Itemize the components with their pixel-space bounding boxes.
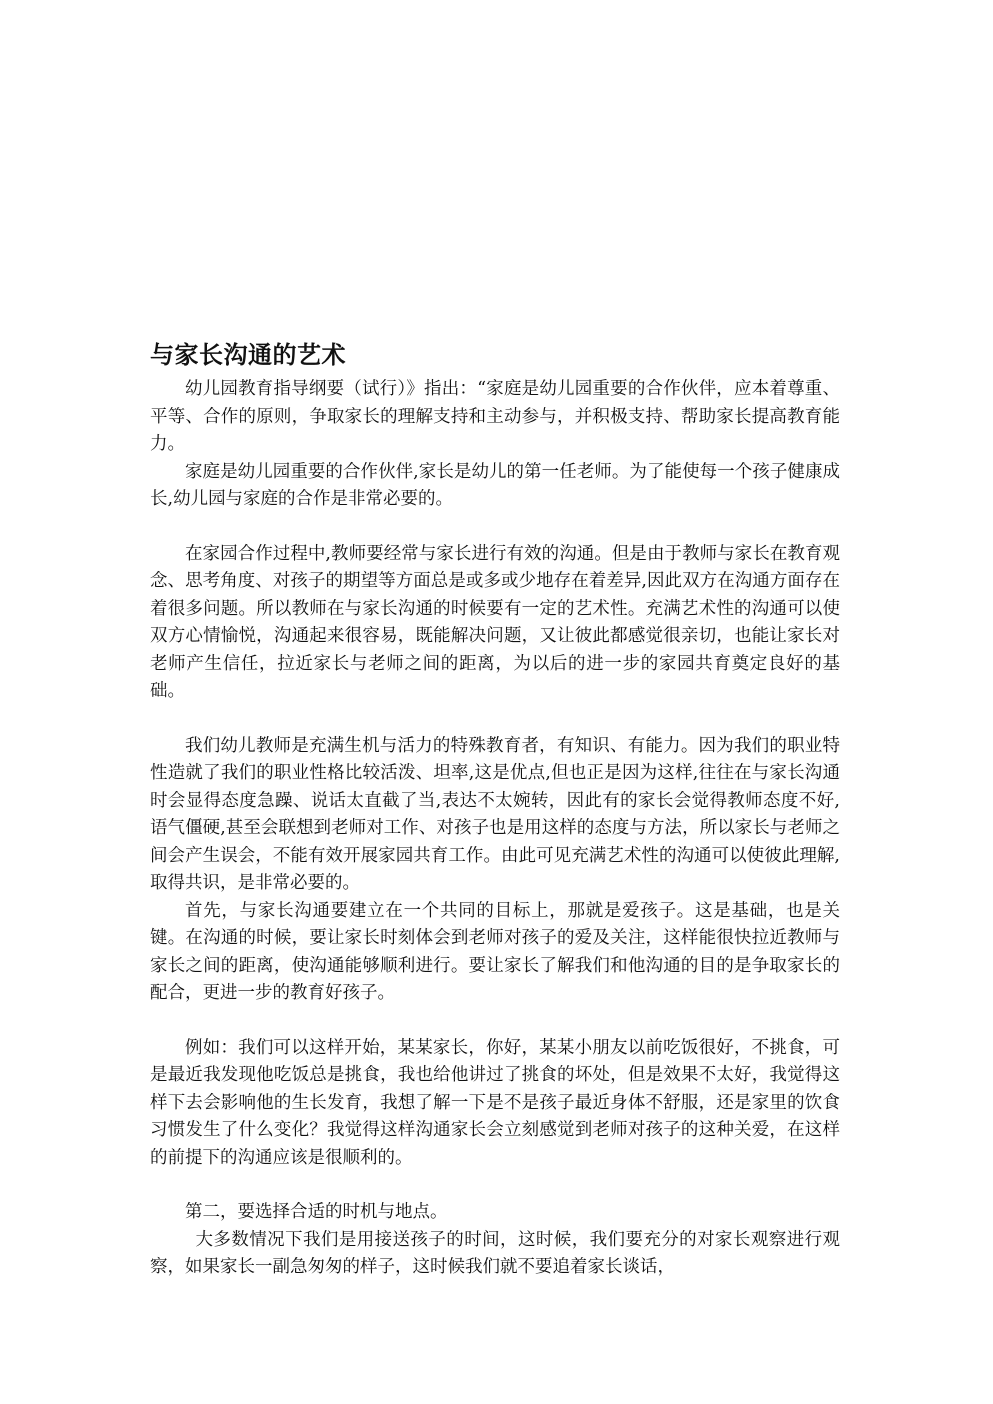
- paragraph-guideline-quote: 幼儿园教育指导纲要（试行）》指出：“家庭是幼儿园重要的合作伙伴，应本着尊重、平等、合作的原则，争取家长的理解支持和主动参与，并积极支持、帮助家长提高教育能力。: [150, 379, 840, 454]
- paragraph-timing-detail: 大多数情况下我们是用接送孩子的时间，这时候，我们要充分的对家长观察进行观察，如果家长一副急匆匆的样子，这时候我们就不要追着家长谈话，: [150, 1229, 840, 1277]
- document-page: [150, 338, 840, 1282]
- paragraph-first-point: 首先，与家长沟通要建立在一个共同的目标上，那就是爱孩子。这是基础，也是关键。在沟通的时候，要让家长时刻体会到老师对孩子的爱及关注，这样能很快拉近教师与家长之间的距离，使沟通能够顺利进行。要让家长了解我们和他沟通的目的是争取家长的配合，更进一步的教育好孩子。: [150, 900, 840, 1003]
- document-title: 与家长沟通的艺术: [150, 341, 346, 369]
- paragraph-second-point: 第二，要选择合适的时机与地点。: [185, 1202, 448, 1222]
- paragraph-example: 例如：我们可以这样开始，某某家长，你好，某某小朋友以前吃饭很好，不挑食，可是最近我发现他吃饭总是挑食，我也给他讲过了挑食的坏处，但是效果不太好，我觉得这样下去会影响他的生长发育，我想了解一下是不是孩子最近身体不舒服，还是家里的饮食习惯发生了什么变化？我觉得这样沟通家长会立刻感觉到老师对孩子的这种关爱，在这样的前提下的沟通应该是很顺利的。: [150, 1037, 840, 1168]
- paragraph-cooperation-process: 在家园合作过程中,教师要经常与家长进行有效的沟通。但是由于教师与家长在教育观念、思考角度、对孩子的期望等方面总是或多或少地存在着差异,因此双方在沟通方面存在着很多问题。所以教师在与家长沟通的时候要有一定的艺术性。充满艺术性的沟通可以使双方心情愉悦，沟通起来很容易，既能解决问题，又让彼此都感觉很亲切，也能让家长对老师产生信任，拉近家长与老师之间的距离，为以后的进一步的家园共育奠定良好的基础。: [150, 543, 840, 701]
- paragraph-teacher-traits: 我们幼儿教师是充满生机与活力的特殊教育者，有知识、有能力。因为我们的职业特性造就了我们的职业性格比较活泼、坦率,这是优点,但也正是因为这样,往往在与家长沟通时会显得态度急躁、说话太直截了当,表达不太婉转，因此有的家长会觉得教师态度不好,语气僵硬,甚至会联想到老师对工作、对孩子也是用这样的态度与方法，所以家长与老师之间会产生误会，不能有效开展家园共育工作。由此可见充满艺术性的沟通可以使彼此理解,取得共识，是非常必要的。: [150, 735, 840, 893]
- paragraph-family-partner: 家庭是幼儿园重要的合作伙伴,家长是幼儿的第一任老师。为了能使每一个孩子健康成长,幼儿园与家庭的合作是非常必要的。: [150, 461, 840, 509]
